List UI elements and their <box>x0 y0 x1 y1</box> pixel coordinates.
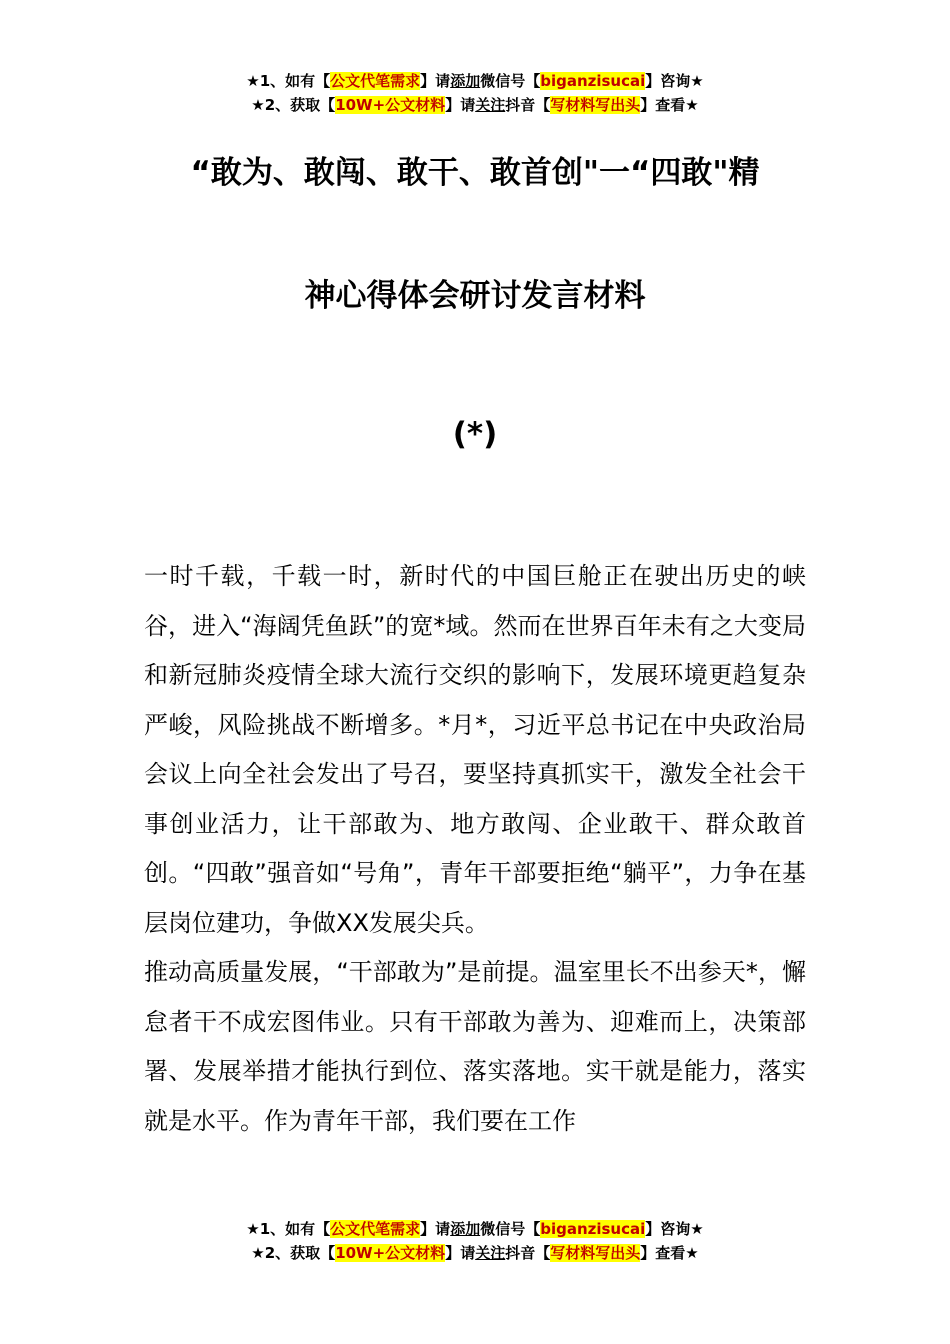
body-paragraph: 推动高质量发展，“干部敢为”是前提。温室里长不出参天*，懈怠者干不成宏图伟业。只有干部敢为善为、迎难而上，决策部署、发展举措才能执行到位、落实落地。实干就是能力，落实就是水平。作为青年干部，我们要在工作 <box>144 958 806 1135</box>
banner-text: ★2、获取【 <box>251 1244 336 1262</box>
header-banner <box>0 69 950 117</box>
document-body <box>144 552 806 1146</box>
banner-text: 】请 <box>445 1244 476 1262</box>
document-title-line-2: 神心得体会研讨发言材料 <box>304 278 646 314</box>
banner-line-2 <box>0 1241 950 1265</box>
highlight-text: 10W+公文材料 <box>335 96 446 114</box>
banner-text: 抖音【 <box>505 1244 551 1262</box>
banner-text: 微信号【 <box>480 1220 541 1238</box>
banner-text: 微信号【 <box>480 72 541 90</box>
highlight-text: 公文代笔需求 <box>330 72 421 90</box>
banner-text: 】请 <box>420 72 451 90</box>
body-paragraph: 一时千载，千载一时，新时代的中国巨舱正在驶出历史的峡谷，进入“海阔凭鱼跃”的宽*域。然而在世界百年未有之大变局和新冠肺炎疫情全球大流行交织的影响下，发展环境更趋复杂严峻，风险挑战不断增多。*月*，习近平总书记在中央政治局会议上向全社会发出了号召，要坚持真抓实干，激发全社会干事创业活力，让干部敢为、地方敢闯、企业敢干、群众敢首创。“四敢”强音如“号角”，青年干部要拒绝“躺平”，力争在基层岗位建功，争做XX发展尖兵。 <box>144 562 806 937</box>
banner-text: 】请 <box>420 1220 451 1238</box>
banner-text: ★1、如有【 <box>246 1220 331 1238</box>
underlined-text: 关注 <box>475 96 506 114</box>
banner-line-1 <box>0 69 950 93</box>
underlined-text: 关注 <box>475 1244 506 1262</box>
underlined-text: 添加 <box>450 72 481 90</box>
banner-line-2 <box>0 93 950 117</box>
banner-line-1 <box>0 1217 950 1241</box>
douyin-account-highlight: 写材料写出头 <box>550 96 641 114</box>
highlight-text: 10W+公文材料 <box>335 1244 446 1262</box>
document-subtitle-marker: (*) <box>452 416 498 452</box>
banner-text: ★1、如有【 <box>246 72 331 90</box>
banner-text: 】查看★ <box>640 1244 699 1262</box>
douyin-account-highlight: 写材料写出头 <box>550 1244 641 1262</box>
banner-text: 】请 <box>445 96 476 114</box>
document-title-line-1: “敢为、敢闯、敢干、敢首创"一“四敢"精 <box>190 155 760 191</box>
banner-text: 】查看★ <box>640 96 699 114</box>
banner-text: 】咨询★ <box>645 72 704 90</box>
banner-text: ★2、获取【 <box>251 96 336 114</box>
banner-text: 抖音【 <box>505 96 551 114</box>
banner-text: 】咨询★ <box>645 1220 704 1238</box>
footer-banner <box>0 1217 950 1265</box>
highlight-text: 公文代笔需求 <box>330 1220 421 1238</box>
underlined-text: 添加 <box>450 1220 481 1238</box>
wechat-id-highlight: biganzisucai <box>540 72 646 90</box>
wechat-id-highlight: biganzisucai <box>540 1220 646 1238</box>
